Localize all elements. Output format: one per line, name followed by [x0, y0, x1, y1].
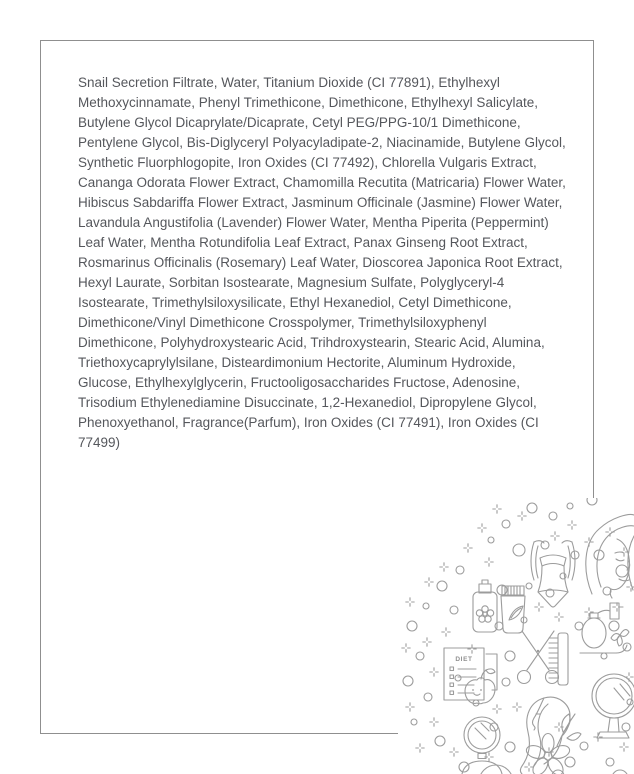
- diet-checklist-icon: [444, 648, 497, 704]
- flower-icon: [525, 734, 572, 774]
- scissors-icon: [518, 631, 559, 684]
- cosmetic-bottle-and-tube-icon: [473, 580, 525, 633]
- beauty-illustration: [398, 498, 634, 774]
- apple-icon: [465, 669, 495, 704]
- standing-mirror-icon: [592, 674, 634, 738]
- beauty-illustration-svg: [398, 498, 634, 774]
- perfume-atomizer-icon: [580, 603, 629, 653]
- diet-label: DIET: [455, 656, 473, 663]
- ingredients-text: Snail Secretion Filtrate, Water, Titanium Dioxide (CI 77891), Ethylhexyl Methoxycinnamate, Phenyl Trimethicone, Dimethicone, Ethylhexyl Salicylate, Butylene Glycol Dicaprylate/Dicaprate, Cetyl PEG/PPG-10/1 Dimethicone, Pentylene Glycol, Bis-Diglyceryl Polyacyladipate-2, Niacinamide, Butylene Glycol, Synthetic Fluorphlogopite, Iron Oxides (CI 77492), Chlorella Vulgaris Extract, Cananga Odorata Flower Extract, Chamomilla Recutita (Matricaria) Flower Water, Hibiscus Sabdariffa Flower Extract, Jasminum Officinale (Jasmine) Flower Water, Lavandula Angustifolia (Lavender) Flower Water, Mentha Piperita (Peppermint) Leaf Water, Mentha Rotundifolia Leaf Extract, Panax Ginseng Root Extract, Rosmarinus Officinalis (Rosemary) Leaf Water, Dioscorea Japonica Root Extract, Hexyl Laurate, Sorbitan Isostearate, Magnesium Sulfate, Polyglyceryl-4 Isostearate, Trimethylsiloxysilicate, Ethyl Hexanediol, Cetyl Dimethicone, Dimethicone/Vinyl Dimethicone Crosspolymer, Trimethylsiloxyphenyl Dimethicone, Polyhydroxystearic Acid, Trihdroxystearin, Stearic Acid, Alumina, Triethoxycaprylylsilane, Disteardimonium Hectorite, Aluminum Hydroxide, Glucose, Ethylhexylglycerin, Fructooligosaccharides Fructose, Adenosine, Trisodium Ethylenediamine Disuccinate, 1,2-Hexanediol, Dipropylene Glycol, Phenoxyethanol, Fragrance(Parfum), Iron Oxides (CI 77491), Iron Oxides (CI 77499): [78, 75, 566, 450]
- comb-icon: [549, 633, 568, 685]
- woman-face-icon: [586, 515, 634, 598]
- sparkles-decoration: [402, 505, 634, 771]
- woman-body-swimsuit-icon: [531, 541, 575, 607]
